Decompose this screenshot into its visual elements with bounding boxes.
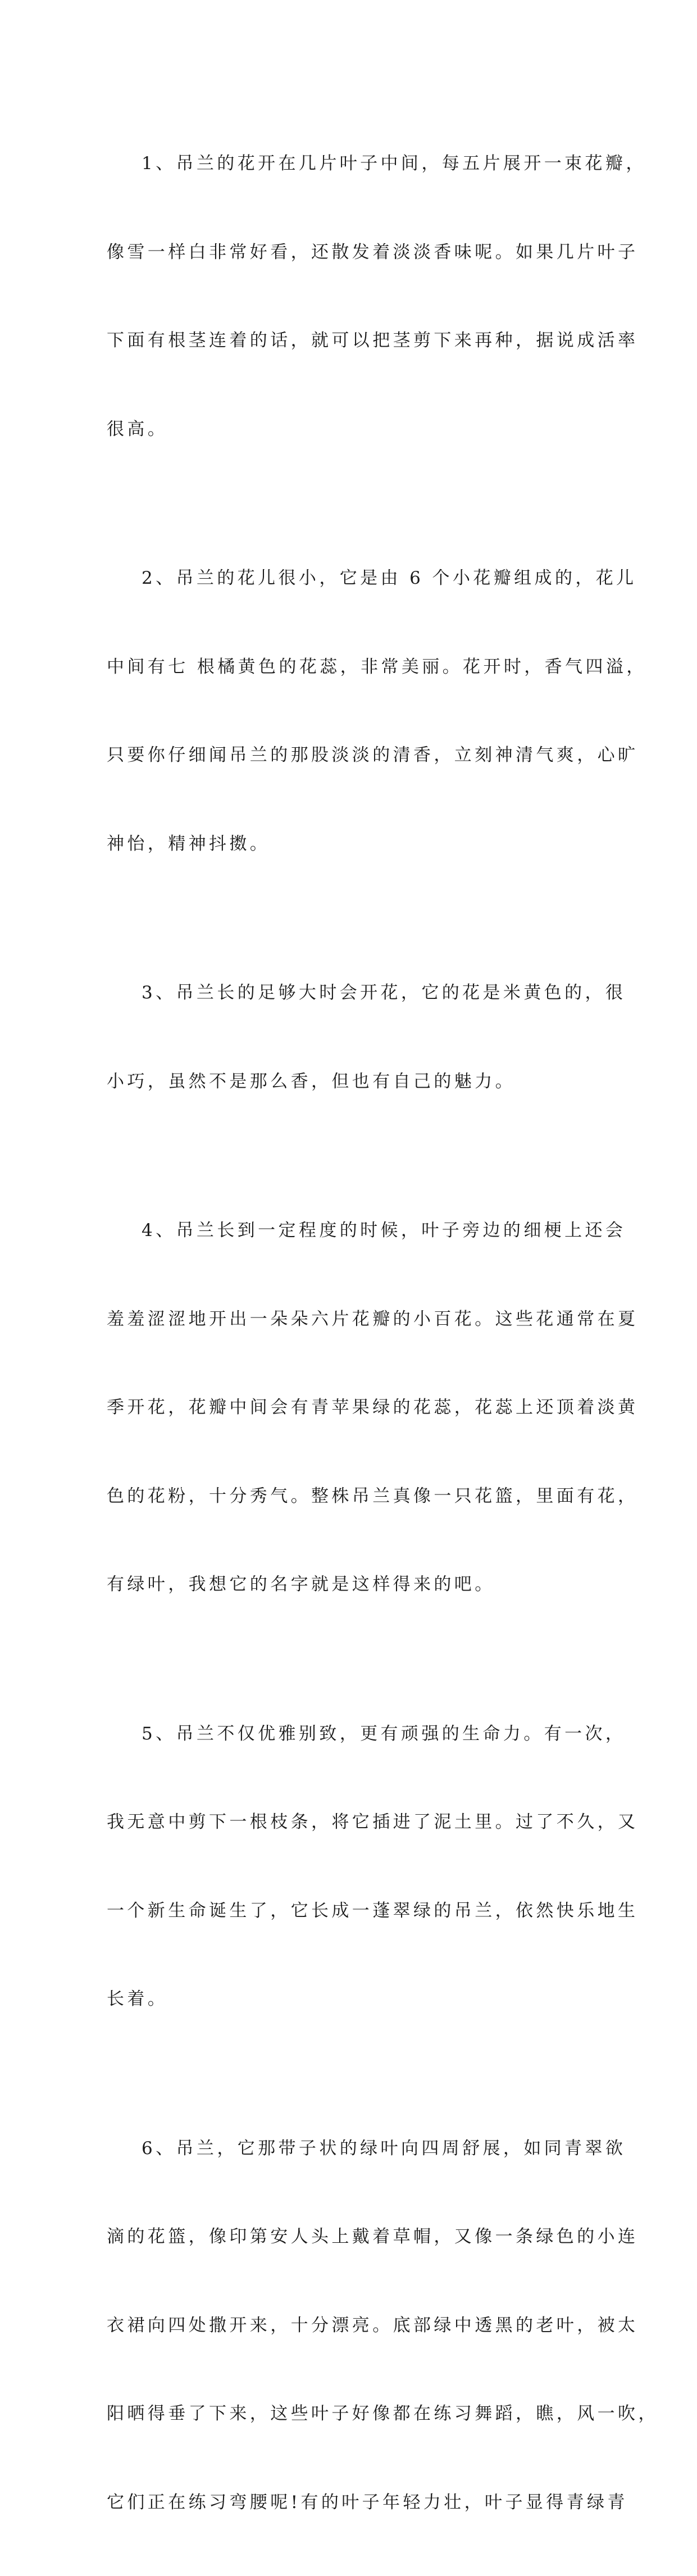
paragraph-line: 色的花粉，十分秀气。整株吊兰真像一只花篮，里面有花， (107, 1482, 596, 1511)
paragraph-line: 阳晒得垂了下来，这些叶子好像都在练习舞蹈，瞧，风一吹， (107, 2399, 596, 2429)
paragraph-line: 3、吊兰长的足够大时会开花，它的花是米黄色的，很 (107, 978, 596, 1008)
paragraph-line: 有绿叶，我想它的名字就是这样得来的吧。 (107, 1570, 596, 1600)
paragraph-line: 很高。 (107, 415, 596, 444)
paragraph-line: 下面有根茎连着的话，就可以把茎剪下来再种，据说成活率 (107, 326, 596, 356)
paragraph-line: 中间有七 根橘黄色的花蕊，非常美丽。花开时，香气四溢， (107, 652, 596, 682)
document-body (107, 90, 596, 2576)
paragraph-line: 衣裙向四处撒开来，十分漂亮。底部绿中透黑的老叶，被太 (107, 2311, 596, 2341)
paragraph-5 (107, 1660, 596, 2073)
paragraph-line: 小巧，虽然不是那么香，但也有自己的魅力。 (107, 1067, 596, 1097)
paragraph-line: 季开花，花瓣中间会有青苹果绿的花蕊，花蕊上还顶着淡黄 (107, 1393, 596, 1423)
paragraph-line: 长着。 (107, 1984, 596, 2014)
paragraph-3 (107, 919, 596, 1155)
document-page (0, 0, 697, 985)
paragraph-line: 一个新生命诞生了，它长成一蓬翠绿的吊兰，依然快乐地生 (107, 1896, 596, 1926)
paragraph-line: 只要你仔细闻吊兰的那股淡淡的清香，立刻神清气爽，心旷 (107, 740, 596, 770)
paragraph-line: 像雪一样白非常好看，还散发着淡淡香味呢。如果几片叶子 (107, 238, 596, 267)
paragraph-2 (107, 505, 596, 917)
paragraph-line: 5、吊兰不仅优雅别致，更有顽强的生命力。有一次， (107, 1719, 596, 1749)
paragraph-6 (107, 2075, 596, 2576)
paragraph-4 (107, 1157, 596, 1659)
paragraph-line: 2、吊兰的花儿很小，它是由 6 个小花瓣组成的，花儿 (107, 564, 596, 593)
paragraph-1 (107, 90, 596, 503)
paragraph-line: 滴的花篮，像印第安人头上戴着草帽，又像一条绿色的小连 (107, 2222, 596, 2252)
paragraph-line: 4、吊兰长到一定程度的时候，叶子旁边的细梗上还会 (107, 1216, 596, 1246)
paragraph-line: 6、吊兰，它那带子状的绿叶向四周舒展，如同青翠欲 (107, 2134, 596, 2164)
paragraph-line: 我无意中剪下一根枝条，将它插进了泥土里。过了不久，又 (107, 1807, 596, 1837)
paragraph-line: 神怡，精神抖擞。 (107, 829, 596, 859)
paragraph-line: 1、吊兰的花开在几片叶子中间，每五片展开一束花瓣， (107, 149, 596, 179)
paragraph-line: 它们正在练习弯腰呢!有的叶子年轻力壮，叶子显得青绿青 (107, 2488, 596, 2518)
paragraph-line: 羞羞涩涩地开出一朵朵六片花瓣的小百花。这些花通常在夏 (107, 1305, 596, 1334)
